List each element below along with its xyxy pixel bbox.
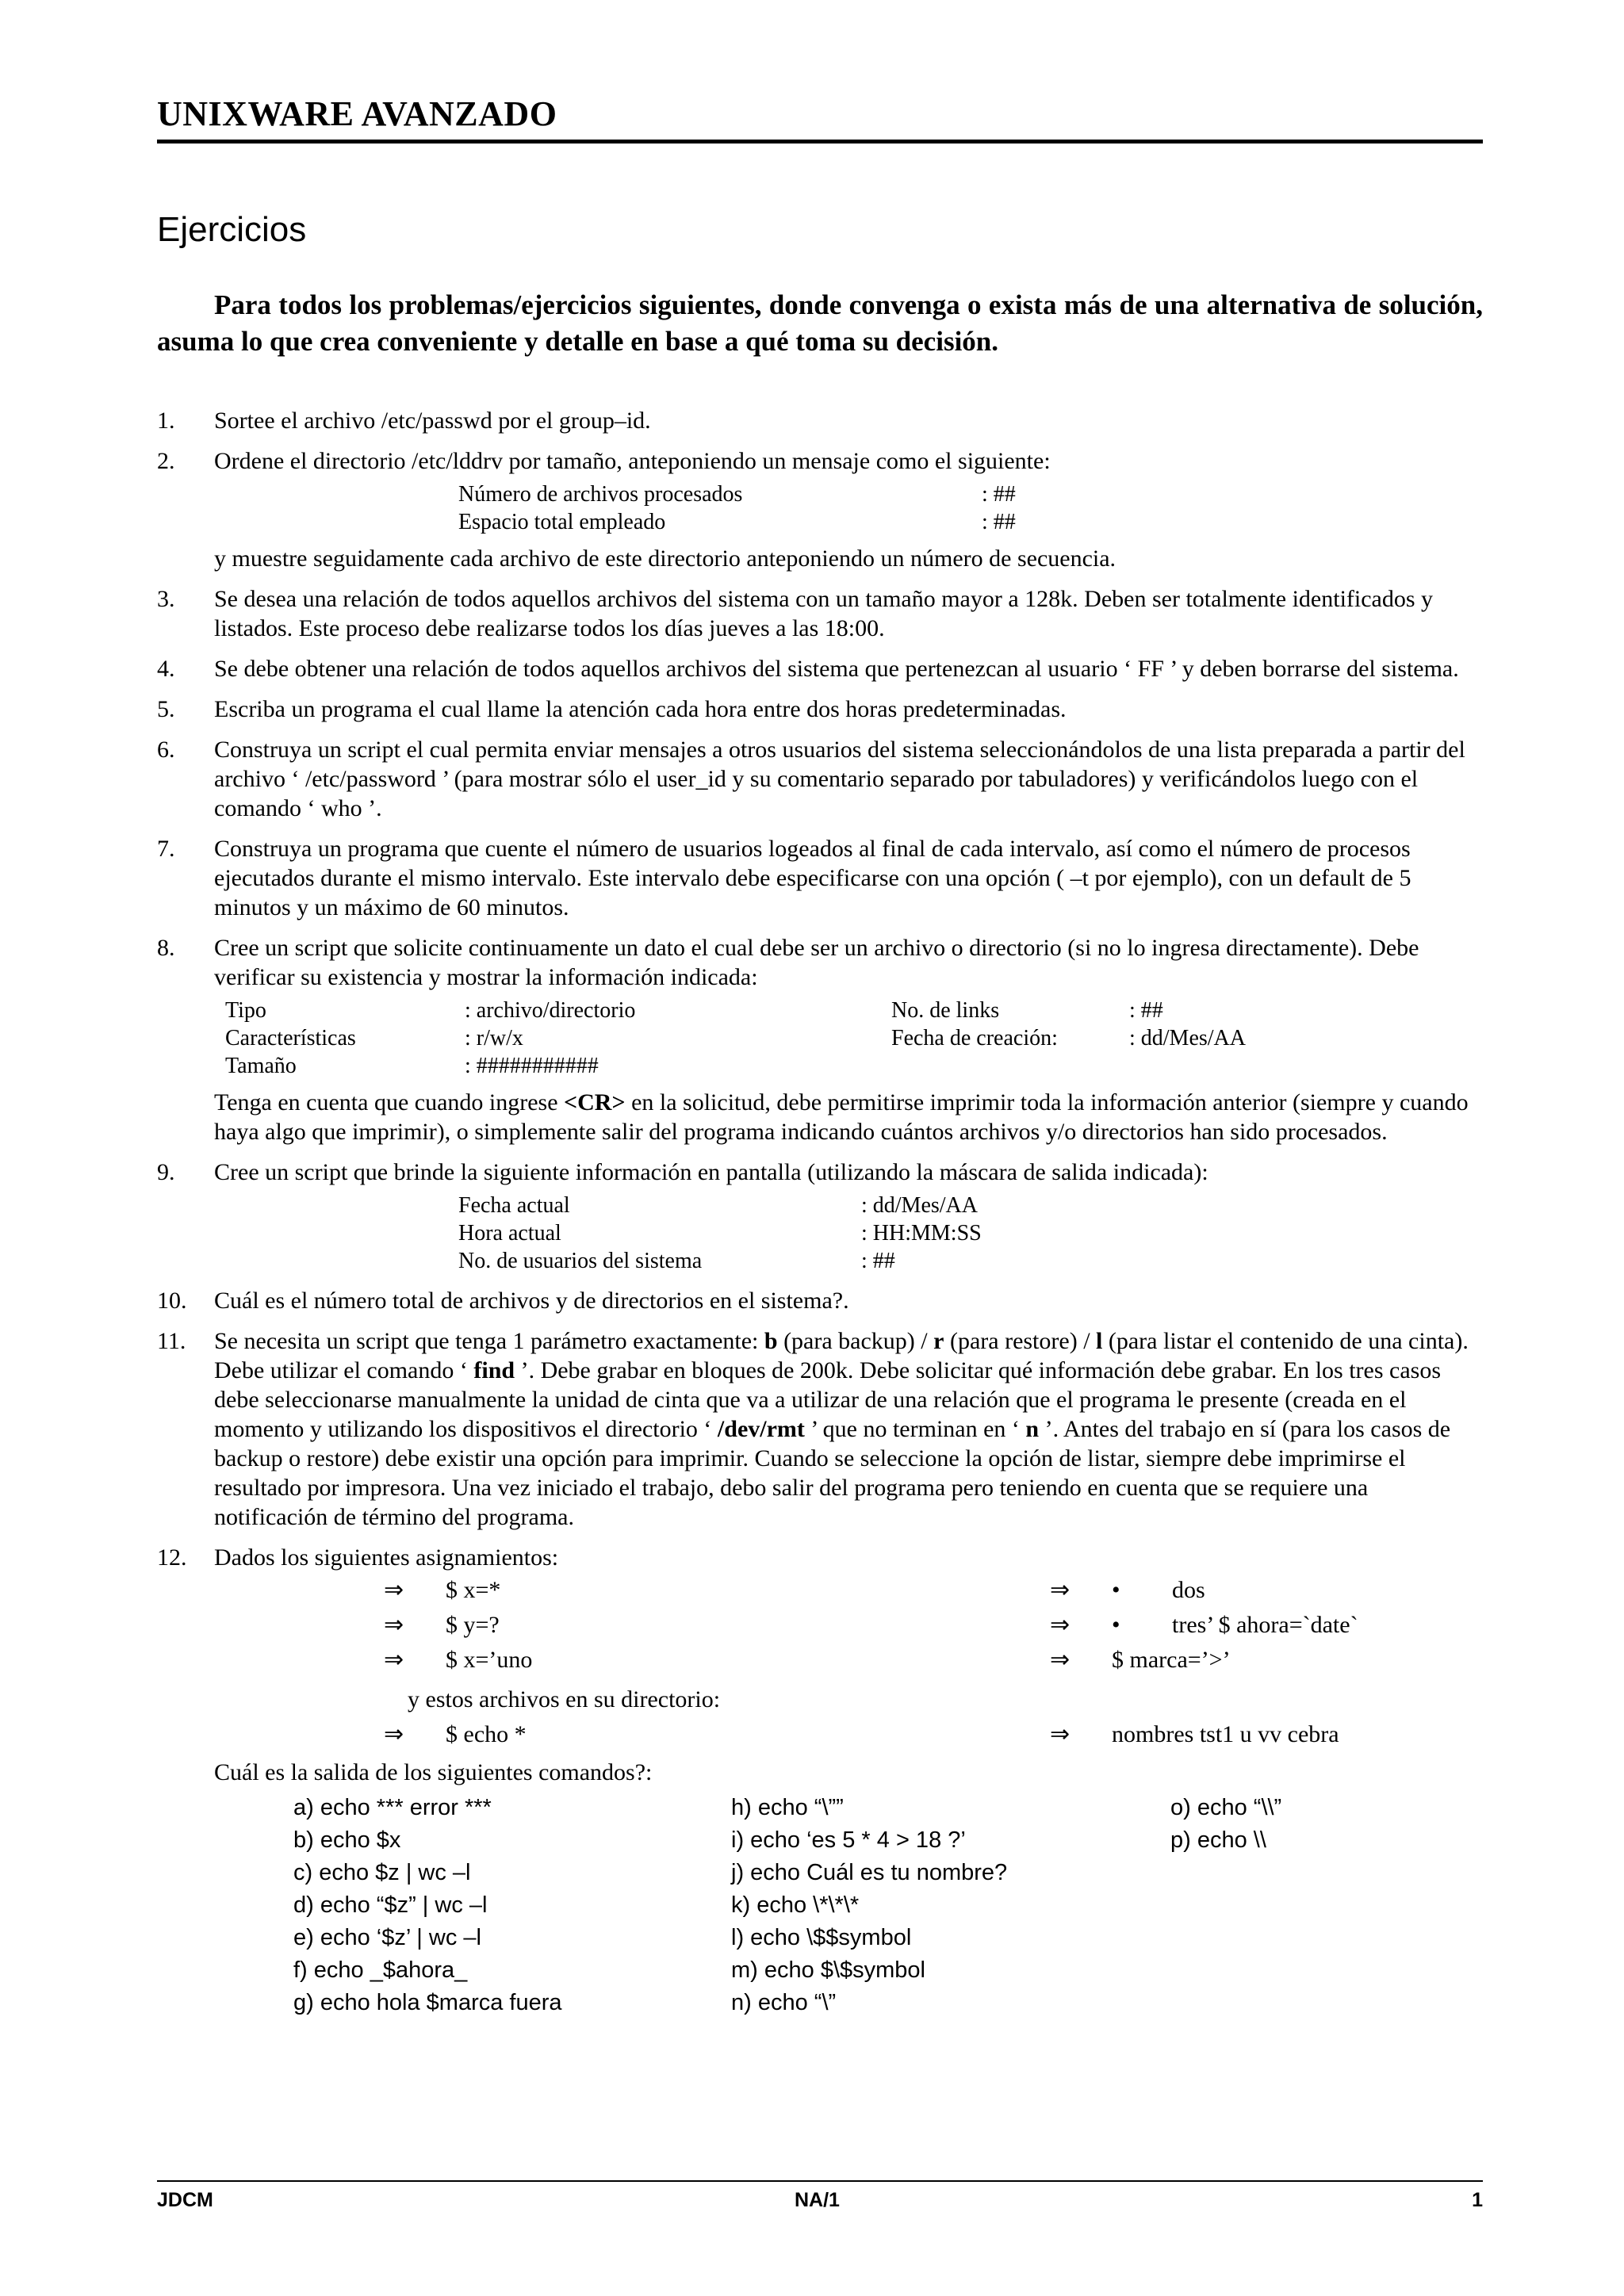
command-item: c) echo $z | wc –l — [293, 1860, 471, 1885]
info-value: : ########### — [465, 1054, 599, 1078]
mask-row — [214, 508, 1483, 536]
double-arrow-icon: ⇒ — [1050, 1577, 1071, 1603]
exercise-item — [157, 1543, 1483, 2030]
info-label: Tipo — [225, 998, 266, 1023]
item-number: 2. — [157, 448, 175, 474]
item-text: Dados los siguientes asignamientos: — [214, 1544, 559, 1571]
assignment-text: dos — [1172, 1577, 1205, 1603]
bullet-icon: • — [1112, 1612, 1120, 1638]
double-arrow-icon: ⇒ — [1050, 1647, 1071, 1673]
mask-row — [214, 1247, 1483, 1275]
mask-value: : ## — [982, 482, 1016, 507]
info-label: Características — [225, 1026, 356, 1050]
item-text: Ordene el directorio /etc/lddrv por tamaño, anteponiendo un mensaje como el siguiente: — [214, 448, 1051, 474]
document-page — [157, 0, 1483, 2296]
double-arrow-icon: ⇒ — [384, 1612, 404, 1638]
item-text: Se necesita un script que tenga 1 parámetro exactamente: b (para backup) / r (para restore) / l (para listar el contenido de una cinta). Debe utilizar el comando ‘ find ’. Debe grabar en bloques de 200k. Debe solicitar qué información debe grabar. En los tres casos debe seleccionarse manualmente la unidad de cinta que va a utilizar de una relación que el programa le presente (creada en el momento y utilizando los dispositivos el directorio ‘ /dev/rmt ’ que no terminan en ‘ n ’. Antes del trabajo en sí (para los casos de backup o restore) debe existir una opción para imprimir. Cuando se seleccione la opción de listar, siempre debe imprimirse el resultado por impresora. Una vez iniciado el trabajo, debo salir del programa pero teniendo en cuenta que se requiere una notificación de término del programa. — [214, 1328, 1469, 1530]
exercise-item — [157, 1158, 1483, 1275]
footer-author: JDCM — [157, 2189, 213, 2211]
info-value: : archivo/directorio — [465, 998, 636, 1023]
assignment-row — [214, 1610, 1483, 1645]
exercise-list — [157, 406, 1483, 2041]
exercise-item — [157, 406, 1483, 435]
command-item: i) echo ‘es 5 * 4 > 18 ?’ — [731, 1827, 966, 1853]
mask-value: : ## — [861, 1249, 895, 1273]
item-text: Se debe obtener una relación de todos aquellos archivos del sistema que pertenezcan al usuario ‘ FF ’ y deben borrarse del sistema. — [214, 656, 1459, 682]
assignment-text: nombres tst1 u vv cebra — [1112, 1721, 1339, 1747]
item-text: Cuál es el número total de archivos y de directorios en el sistema?. — [214, 1288, 849, 1314]
exercise-item — [157, 1326, 1483, 1532]
item-number: 3. — [157, 586, 175, 612]
assignment-text: $ x=* — [446, 1577, 501, 1603]
exercise-item — [157, 735, 1483, 823]
item-number: 11. — [157, 1328, 186, 1354]
item-text: Construya un script el cual permita enviar mensajes a otros usuarios del sistema seleccionándolos de una lista preparada a partir del archivo ‘ /etc/password ’ (para mostrar sólo el user_id y su comentario separado por tabuladores) y verificándolos luego con el comando ‘ who ’. — [214, 737, 1465, 821]
item-text: Construya un programa que cuente el número de usuarios logeados al final de cada intervalo, así como el número de procesos ejecutados durante el mismo intervalo. Este intervalo debe especificarse con una opción ( –t por ejemplo), con un default de 5 minutos y un máximo de 60 minutos. — [214, 836, 1411, 920]
assignment-text: tres’ $ ahora=`date` — [1172, 1612, 1358, 1638]
info-row — [214, 997, 1483, 1024]
intro-paragraph: Para todos los problemas/ejercicios siguientes, donde convenga o exista más de una alternativa de solución, asuma lo que crea conveniente y detalle en base a qué toma su decisión. — [157, 289, 1483, 357]
assignment-row — [214, 1645, 1483, 1680]
mask-value: : dd/Mes/AA — [861, 1193, 978, 1218]
assignment-row — [214, 1575, 1483, 1610]
item-text: Se desea una relación de todos aquellos archivos del sistema con un tamaño mayor a 128k. Deben ser totalmente identificados y listados. Este proceso debe realizarse todos los días jueves a las 18:00. — [214, 586, 1434, 641]
commands-column-3 — [1170, 1792, 1281, 1857]
exercise-item — [157, 933, 1483, 1146]
info-row — [214, 1052, 1483, 1080]
command-item: l) echo \$$symbol — [731, 1925, 912, 1950]
header-rule — [157, 140, 1483, 144]
exercise-item — [157, 834, 1483, 922]
mask-label: Número de archivos procesados — [458, 482, 743, 507]
commands-list — [214, 1792, 1483, 2030]
section-title: Ejercicios — [157, 210, 307, 249]
mask-row — [214, 480, 1483, 508]
assignment-text: $ marca=’>’ — [1112, 1647, 1231, 1673]
command-item: b) echo $x — [293, 1827, 401, 1853]
info-value: : ## — [1129, 998, 1163, 1023]
mask-label: Hora actual — [458, 1221, 561, 1246]
double-arrow-icon: ⇒ — [384, 1647, 404, 1673]
command-item: p) echo \\ — [1170, 1827, 1266, 1853]
commands-column-2 — [731, 1792, 1007, 2019]
commands-column-1 — [293, 1792, 562, 2019]
command-item: g) echo hola $marca fuera — [293, 1990, 562, 2015]
assignment-row — [214, 1716, 1483, 1751]
assignments-block — [214, 1575, 1483, 1751]
command-item: j) echo Cuál es tu nombre? — [731, 1860, 1008, 1885]
item-text-continued: y muestre seguidamente cada archivo de este directorio anteponiendo un número de secuencia. — [214, 545, 1116, 572]
mask-row — [214, 1192, 1483, 1219]
assignment-text: $ echo * — [446, 1721, 527, 1747]
commands-question: Cuál es la salida de los siguientes comandos?: — [214, 1759, 653, 1785]
mask-value: : ## — [982, 510, 1016, 534]
bullet-icon: • — [1112, 1577, 1120, 1603]
mask-label: Espacio total empleado — [458, 510, 666, 534]
command-item: f) echo _$ahora_ — [293, 1957, 468, 1983]
assignment-text: $ x=’uno — [446, 1647, 533, 1673]
item-text: Cree un script que solicite continuamente un dato el cual debe ser un archivo o directorio (si no lo ingresa directamente). Debe verificar su existencia y mostrar la información indicada: — [214, 935, 1419, 990]
item-number: 8. — [157, 935, 175, 961]
mask-row — [214, 1219, 1483, 1247]
double-arrow-icon: ⇒ — [384, 1577, 404, 1603]
command-item: a) echo *** error *** — [293, 1795, 492, 1820]
item-number: 7. — [157, 836, 175, 862]
exercise-item — [157, 584, 1483, 643]
command-item: e) echo ‘$z’ | wc –l — [293, 1925, 481, 1950]
exercise-item — [157, 695, 1483, 724]
document-header-title: UNIXWARE AVANZADO — [157, 94, 557, 133]
mask-label: No. de usuarios del sistema — [458, 1249, 703, 1273]
item-text: Sortee el archivo /etc/passwd por el group–id. — [214, 408, 651, 434]
mask-value: : HH:MM:SS — [861, 1221, 982, 1246]
mask-label: Fecha actual — [458, 1193, 570, 1218]
exercise-item — [157, 654, 1483, 683]
command-item: k) echo \*\*\* — [731, 1892, 860, 1918]
output-mask-table — [214, 1192, 1483, 1275]
footer-rule — [157, 2180, 1483, 2182]
command-item: m) echo $\$symbol — [731, 1957, 925, 1983]
info-label: Tamaño — [225, 1054, 297, 1078]
info-value: : r/w/x — [465, 1026, 523, 1050]
item-number: 4. — [157, 656, 175, 682]
footer-code: NA/1 — [795, 2189, 840, 2211]
file-info-table — [214, 997, 1483, 1080]
item-number: 10. — [157, 1288, 187, 1314]
command-item: n) echo “\” — [731, 1990, 837, 2015]
item-text: Escriba un programa el cual llame la atención cada hora entre dos horas predeterminadas. — [214, 696, 1067, 722]
info-row — [214, 1024, 1483, 1052]
item-number: 1. — [157, 408, 175, 434]
command-item: d) echo “$z” | wc –l — [293, 1892, 488, 1918]
item-text: Cree un script que brinde la siguiente información en pantalla (utilizando la máscara de salida indicada): — [214, 1159, 1208, 1185]
exercise-item — [157, 446, 1483, 573]
exercise-item — [157, 1286, 1483, 1315]
info-label: No. de links — [891, 998, 1000, 1023]
item-number: 9. — [157, 1159, 175, 1185]
double-arrow-icon: ⇒ — [384, 1721, 404, 1747]
page-number: 1 — [1472, 2189, 1483, 2211]
item-number: 6. — [157, 737, 175, 763]
item-text-continued: Tenga en cuenta que cuando ingrese <CR> en la solicitud, debe permitirse imprimir toda la información anterior (siempre y cuando haya algo que imprimir), o simplemente salir del programa indicando cuántos archivos y/o directorios han sido procesados. — [214, 1089, 1469, 1145]
files-label-row — [214, 1680, 1483, 1716]
item-number: 5. — [157, 696, 175, 722]
cr-key: <CR> — [564, 1089, 626, 1115]
command-item: h) echo “\”” — [731, 1795, 844, 1820]
message-mask-table — [214, 480, 1483, 536]
info-value: : dd/Mes/AA — [1129, 1026, 1246, 1050]
double-arrow-icon: ⇒ — [1050, 1721, 1071, 1747]
double-arrow-icon: ⇒ — [1050, 1612, 1071, 1638]
assignment-text: $ y=? — [446, 1612, 500, 1638]
info-label: Fecha de creación: — [891, 1026, 1058, 1050]
files-label: y estos archivos en su directorio: — [408, 1686, 721, 1712]
command-item: o) echo “\\” — [1170, 1795, 1282, 1820]
item-number: 12. — [157, 1544, 187, 1571]
